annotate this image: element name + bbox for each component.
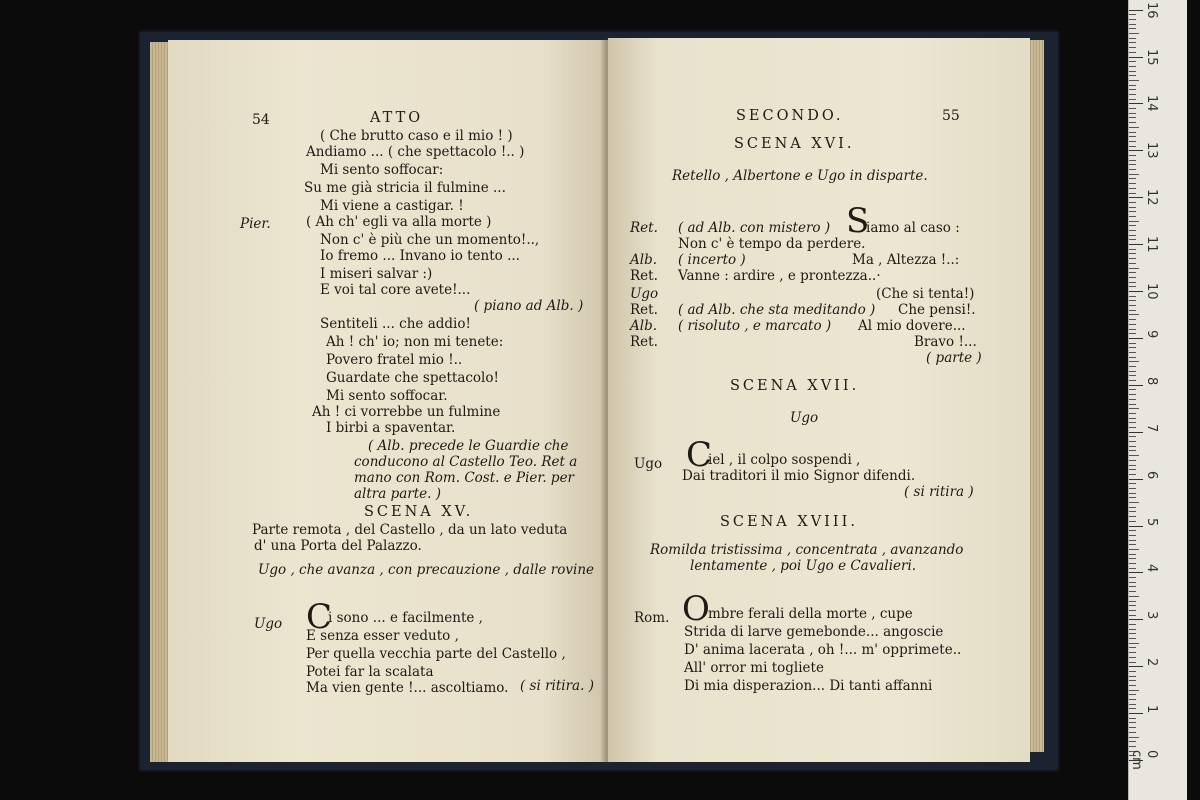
ruler-tick [1129,38,1136,39]
scene-description: Ugo , che avanza , con precauzione , dalle rovine [258,562,595,578]
speaker: Ugo [630,286,659,302]
verse-line: Io fremo ... Invano io tento ... [320,248,520,264]
ruler-tick [1129,605,1136,606]
ruler-tick [1129,286,1136,287]
ruler-tick [1129,699,1136,700]
ruler-tick [1129,122,1136,123]
verse-line: All' orror mi togliete [684,660,824,676]
ruler-tick [1129,680,1136,681]
ruler-tick [1129,746,1136,747]
scene-description: Romilda tristissima , concentrata , avanzando [650,542,964,558]
stage-direction: ( ad Alb. che sta meditando ) [678,302,876,318]
verse-line: Per quella vecchia parte del Castello , [306,646,566,662]
ruler-tick [1129,455,1139,456]
verse-line: i sono ... e facilmente , [328,610,483,626]
ruler-tick [1129,282,1136,283]
ruler-number: 11 [1144,236,1159,253]
ruler-tick [1129,465,1136,466]
ruler-tick [1129,483,1136,484]
ruler-tick [1129,380,1136,381]
verse-line: Al mio dovere... [858,318,966,334]
ruler-tick [1129,526,1143,527]
ruler-tick [1129,516,1136,517]
ruler-tick [1129,347,1136,348]
ruler-tick [1129,89,1136,90]
ruler-tick [1129,676,1136,677]
ruler-tick [1129,272,1136,273]
ruler-number: 14 [1144,95,1159,112]
ruler-tick [1129,66,1136,67]
verse-line: Non c' è più che un momento!.., [320,232,540,248]
verse-line: Ma , Altezza !..: [852,252,960,268]
ruler-tick [1129,197,1143,198]
ruler-tick [1129,108,1136,109]
ruler-tick [1129,408,1139,409]
ruler-tick [1129,404,1136,405]
ruler-tick [1129,422,1136,423]
speaker: Ret. [630,302,658,318]
ruler-number: 7 [1144,423,1159,432]
verse-line: Bravo !... [914,334,977,350]
verse-line: Su me già stricia il fulmine ... [304,180,506,196]
ruler-tick [1129,235,1136,236]
verse-line: I miseri salvar :) [320,266,433,282]
ruler-tick [1129,535,1136,536]
verse-line: Povero fratel mio !.. [326,352,463,368]
ruler-tick [1129,441,1136,442]
ruler-tick [1129,207,1136,208]
ruler-tick [1129,619,1143,620]
ruler-tick [1129,708,1136,709]
ruler-tick [1129,221,1139,222]
ruler-tick [1129,277,1136,278]
ruler-number: 16 [1144,1,1159,19]
ruler-tick [1129,662,1136,663]
ruler-tick [1129,727,1136,728]
ruler-tick [1129,52,1136,53]
ruler-tick [1129,666,1143,667]
ruler-tick [1129,577,1136,578]
verse-line: E senza esser veduto , [306,628,459,644]
ruler-tick [1129,28,1136,29]
scene-title-xvii: SCENA XVII. [730,378,860,394]
verse-line: Vanne : ardire , e prontezza..· [678,268,881,284]
ruler-tick [1129,540,1136,541]
ruler-tick [1129,671,1136,672]
ruler-tick [1129,244,1143,245]
ruler-tick [1129,601,1136,602]
ruler-tick [1129,610,1136,611]
verse-line: I birbi a spaventar. [326,420,456,436]
speaker-rom: Rom. [634,610,670,626]
ruler-tick [1129,436,1136,437]
ruler-tick [1129,572,1143,573]
ruler-tick [1129,103,1143,104]
ruler-tick [1129,375,1136,376]
ruler-tick [1129,507,1136,508]
verse-line: Mi sento soffocar. [326,388,448,404]
ruler-tick [1129,624,1136,625]
stage-direction: ( risoluto , e marcato ) [678,318,832,334]
ruler-tick [1129,704,1136,705]
ruler-number: 3 [1144,611,1159,620]
ruler-tick [1129,563,1136,564]
ruler-tick [1129,169,1136,170]
ruler-tick [1129,502,1139,503]
ruler-tick [1129,75,1136,76]
ruler-tick [1129,586,1136,587]
ruler-tick [1129,33,1139,34]
speaker-ugo: Ugo [254,616,283,632]
scene-title-xv: SCENA XV. [364,504,474,520]
ruler-tick [1129,511,1136,512]
verse-line: Andiamo ... ( che spettacolo !.. ) [306,144,525,160]
ruler-tick [1129,643,1139,644]
ruler-number: 9 [1144,329,1159,339]
ruler-tick [1129,615,1136,616]
ruler-tick [1129,361,1139,362]
stage-direction: ( piano ad Alb. ) [474,298,584,314]
ruler-tick [1129,413,1136,414]
scene-description: d' una Porta del Palazzo. [254,538,422,554]
ruler-tick [1129,357,1136,358]
ruler-number: 1 [1144,705,1159,714]
scene-title-xvi: SCENA XVI. [734,136,855,152]
right-page [608,38,1030,762]
speaker-pier: Pier. [240,216,271,232]
ruler-tick [1129,479,1143,480]
ruler-tick [1129,446,1136,447]
ruler-tick [1129,530,1136,531]
ruler-tick [1129,394,1136,395]
ruler-tick [1129,239,1136,240]
ruler-tick [1129,24,1136,25]
ruler-tick [1129,160,1136,161]
ruler-tick [1129,94,1136,95]
ruler-number: 12 [1144,189,1159,206]
ruler-tick [1129,366,1136,367]
ruler-number: 10 [1144,283,1159,300]
ruler-tick [1129,211,1136,212]
ruler-tick [1129,652,1136,653]
scene-title-xviii: SCENA XVIII. [720,514,858,530]
ruler-tick [1129,389,1136,390]
ruler-tick [1129,127,1139,128]
ruler-tick [1129,202,1136,203]
verse-line: Strida di larve gemebonde... angoscie [684,624,944,640]
ruler-tick [1129,164,1136,165]
ruler-tick [1129,150,1143,151]
ruler-tick [1129,737,1139,738]
measurement-ruler [1128,0,1187,800]
ruler-tick [1129,80,1139,81]
verse-line: ( Ah ch' egli va alla morte ) [306,214,492,230]
ruler-tick [1129,647,1136,648]
ruler-tick [1129,694,1136,695]
drop-cap: C [686,435,713,475]
verse-line: Mi sento soffocar: [320,162,444,178]
ruler-tick [1129,296,1136,297]
ruler-number: 5 [1144,517,1159,526]
stage-direction: ( incerto ) [678,252,746,268]
ruler-tick [1129,460,1136,461]
ruler-number: 8 [1144,376,1159,386]
ruler-tick [1129,549,1139,550]
ruler-tick [1129,427,1136,428]
ruler-tick [1129,685,1136,686]
speaker: Alb. [630,252,657,268]
ruler-tick [1129,188,1136,189]
stage-direction: ( Alb. precede le Guardie che [368,438,569,454]
stage-direction: ( si ritira ) [904,484,974,500]
ruler-number: 13 [1144,142,1159,159]
speaker: Ret. [630,268,658,284]
ruler-number: 15 [1144,48,1159,66]
verse-line: E voi tal core avete!... [320,282,471,298]
ruler-tick [1129,310,1136,311]
ruler-tick [1129,85,1136,86]
ruler-tick [1129,338,1143,339]
ruler-tick [1129,554,1136,555]
ruler-tick [1129,146,1136,147]
scene-description: Parte remota , del Castello , da un lato veduta [252,522,568,538]
drop-cap: O [682,589,710,629]
ruler-tick [1129,629,1136,630]
ruler-tick [1129,469,1136,470]
ruler-tick [1129,474,1136,475]
ruler-tick [1129,263,1136,264]
verse-line: Ah ! ci vorrebbe un fulmine [312,404,501,420]
verse-line: ( Che brutto caso e il mio ! ) [320,128,513,144]
ruler-tick [1129,19,1136,20]
ruler-tick [1129,300,1136,301]
verse-line: Che pensi!. [898,302,976,318]
ruler-tick [1129,253,1136,254]
ruler-tick [1129,61,1136,62]
page-number-left: 54 [252,112,270,128]
ruler-tick [1129,268,1139,269]
ruler-tick [1129,591,1136,592]
verse-line: D' anima lacerata , oh !... m' opprimete.. [684,642,962,658]
ruler-tick [1129,497,1136,498]
ruler-tick [1129,493,1136,494]
verse-line: iamo al caso : [866,220,960,236]
verse-line: Di mia disperazion... Di tanti affanni [684,678,933,694]
page-number-right: 55 [942,108,960,124]
page-header-left: ATTO [370,110,424,126]
ruler-tick [1129,596,1139,597]
ruler-tick [1129,319,1136,320]
page-edges-right [1028,40,1044,752]
ruler-tick [1129,132,1136,133]
ruler-tick [1129,155,1136,156]
ruler-tick [1129,193,1136,194]
ruler-tick [1129,399,1136,400]
verse-line: Mi viene a castigar. ! [320,198,464,214]
scene-description: Retello , Albertone e Ugo in disparte. [672,168,928,184]
verse-line: Sentiteli ... che addio! [320,316,471,332]
ruler-tick [1129,57,1143,58]
ruler-tick [1129,113,1136,114]
speaker: Ret. [630,220,658,236]
ruler-tick [1129,732,1136,733]
drop-cap: C [306,597,333,637]
ruler-tick [1129,713,1143,714]
ruler-tick [1129,741,1136,742]
ruler-tick [1129,371,1136,372]
ruler-tick [1129,174,1139,175]
ruler-tick [1129,418,1136,419]
ruler-tick [1129,544,1136,545]
ruler-tick [1129,99,1136,100]
verse-line: iel , il colpo sospendi , [708,452,861,468]
verse-line: Dai traditori il mio Signor difendi. [682,468,916,484]
verse-line: Potei far la scalata [306,664,434,680]
ruler-tick [1129,343,1136,344]
ruler-tick [1129,183,1136,184]
stage-direction: conducono al Castello Teo. Ret a [354,454,578,470]
ruler-number: 4 [1144,564,1159,573]
ruler-tick [1129,42,1136,43]
ruler-tick [1129,14,1136,15]
ruler-tick [1129,314,1139,315]
stage-direction: mano con Rom. Cost. e Pier. per [354,470,575,486]
ruler-tick [1129,178,1136,179]
speaker: Ret. [630,334,658,350]
ruler-tick [1129,71,1136,72]
ruler-tick [1129,521,1136,522]
ruler-number: 6 [1144,470,1159,479]
ruler-tick [1129,141,1136,142]
ruler-tick [1129,329,1136,330]
scene-subtitle: Ugo [790,410,819,426]
ruler-tick [1129,352,1136,353]
ruler-tick [1129,558,1136,559]
ruler-tick [1129,305,1136,306]
ruler-tick [1129,258,1136,259]
ruler-unit: 0 cm [1129,750,1159,770]
stage-direction: ( ad Alb. con mistero ) [678,220,831,236]
ruler-tick [1129,216,1136,217]
ruler-tick [1129,136,1136,137]
ruler-tick [1129,582,1136,583]
stage-direction: ( parte ) [926,350,982,366]
drop-cap: S [846,201,870,241]
scene-description: lentamente , poi Ugo e Cavalieri. [690,558,917,574]
ruler-tick [1129,450,1136,451]
ruler-tick [1129,638,1136,639]
speaker-ugo: Ugo [634,456,663,472]
verse-line: mbre ferali della morte , cupe [708,606,913,622]
ruler-tick [1129,291,1143,292]
verse-line: Ah ! ch' io; non mi tenete: [326,334,504,350]
page-header-right: SECONDO. [736,108,844,124]
ruler-tick [1129,230,1136,231]
verse-line: Non c' è tempo da perdere. [678,236,866,252]
ruler-tick [1129,249,1136,250]
ruler-tick [1129,117,1136,118]
ruler-tick [1129,333,1136,334]
stage-direction: altra parte. ) [354,486,441,502]
ruler-tick [1129,722,1136,723]
ruler-tick [1129,324,1136,325]
ruler-tick [1129,488,1136,489]
verse-line: (Che si tenta!) [876,286,975,302]
speaker: Alb. [630,318,657,334]
ruler-tick [1129,568,1136,569]
verse-line: Ma vien gente !... ascoltiamo. [306,680,509,696]
ruler-number: 2 [1144,658,1159,667]
stage-direction: ( si ritira. ) [520,678,594,694]
ruler-tick [1129,385,1143,386]
left-page [168,40,608,762]
ruler-tick [1129,657,1136,658]
ruler-tick [1129,718,1136,719]
verse-line: Guardate che spettacolo! [326,370,499,386]
ruler-tick [1129,10,1143,11]
ruler-tick [1129,432,1143,433]
ruler-tick [1129,633,1136,634]
ruler-tick [1129,225,1136,226]
ruler-tick [1129,47,1136,48]
ruler-tick [1129,690,1139,691]
